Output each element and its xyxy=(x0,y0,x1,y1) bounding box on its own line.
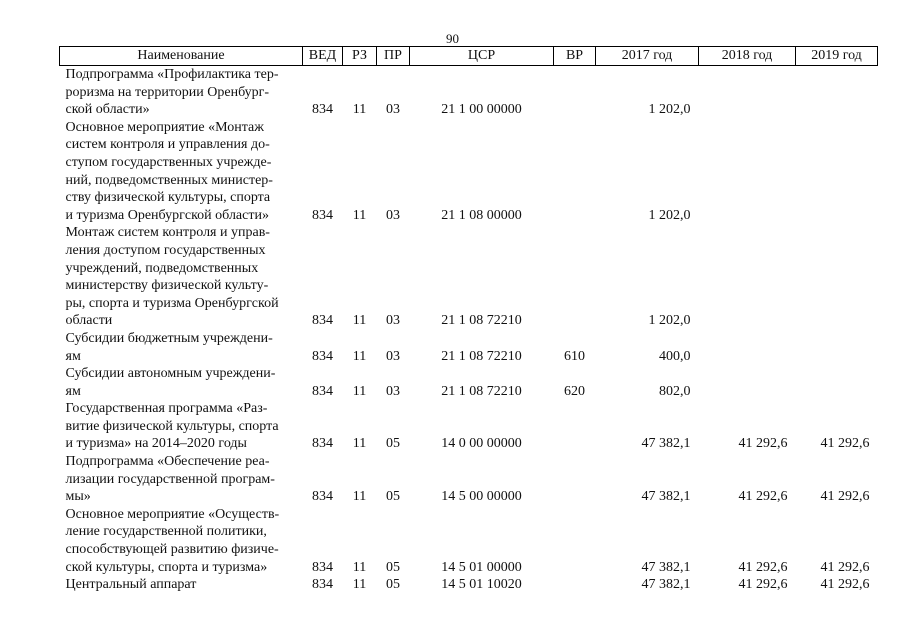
name-line: ской культуры, спорта и туризма» xyxy=(65,559,268,575)
rz-cell: 11 xyxy=(352,559,367,575)
value-2018-cell: 41 292,6 xyxy=(738,559,788,575)
name-line: ступом государственных учрежде- xyxy=(65,154,272,170)
name-line: Субсидии автономным учреждени- xyxy=(65,366,276,382)
name-cell xyxy=(60,365,303,400)
value-2018-cell xyxy=(699,224,796,330)
pr-cell: 05 xyxy=(386,436,400,452)
header-pr: ПР xyxy=(377,47,410,66)
name-line: ству физической культуры, спорта xyxy=(65,190,271,206)
rz-cell: 11 xyxy=(352,207,367,223)
ved-cell: 834 xyxy=(312,102,333,118)
name-line: области xyxy=(65,313,113,329)
csr-cell: 14 5 00 00000 xyxy=(441,489,522,505)
csr-cell: 14 0 00 00000 xyxy=(441,436,522,452)
header-name: Наименование xyxy=(60,47,303,66)
value-2018-cell: 41 292,6 xyxy=(738,436,788,452)
vr-cell xyxy=(554,224,596,330)
value-2017-cell: 47 382,1 xyxy=(641,436,691,452)
name-line: ям xyxy=(65,383,81,399)
name-cell xyxy=(60,224,303,330)
name-cell xyxy=(60,506,303,576)
value-2019-cell xyxy=(796,119,878,225)
header-rz: РЗ xyxy=(343,47,377,66)
table-row xyxy=(60,506,878,576)
value-2019-cell xyxy=(796,330,878,365)
vr-cell xyxy=(554,119,596,225)
vr-cell xyxy=(554,66,596,119)
name-line: Основное мероприятие «Осуществ- xyxy=(65,506,280,522)
value-2018-cell xyxy=(699,119,796,225)
name-cell xyxy=(60,400,303,453)
name-cell xyxy=(60,576,303,594)
pr-cell: 05 xyxy=(386,489,400,505)
name-cell xyxy=(60,66,303,119)
value-2019-cell xyxy=(796,224,878,330)
ved-cell: 834 xyxy=(312,559,333,575)
table-row xyxy=(60,400,878,453)
value-2018-cell xyxy=(699,330,796,365)
csr-cell: 14 5 01 00000 xyxy=(441,559,522,575)
ved-cell: 834 xyxy=(312,383,333,399)
value-2019-cell: 41 292,6 xyxy=(820,489,870,505)
pr-cell: 03 xyxy=(386,102,400,118)
header-2019: 2019 год xyxy=(796,47,878,66)
table-row xyxy=(60,119,878,225)
name-line: лизации государственной програм- xyxy=(65,471,275,487)
header-vr: ВР xyxy=(554,47,596,66)
name-line: ление государственной политики, xyxy=(65,524,267,540)
vr-cell: 620 xyxy=(564,383,585,399)
name-line: ления доступом государственных xyxy=(65,242,266,258)
name-line: министерству физической культу- xyxy=(65,278,269,294)
csr-cell: 21 1 08 72210 xyxy=(441,383,522,399)
name-line: учреждений, подведомственных xyxy=(65,260,259,276)
csr-cell: 21 1 08 72210 xyxy=(441,348,522,364)
budget-table xyxy=(59,46,878,594)
value-2018-cell xyxy=(699,365,796,400)
pr-cell: 05 xyxy=(386,559,400,575)
vr-cell xyxy=(554,453,596,506)
table-row xyxy=(60,453,878,506)
rz-cell: 11 xyxy=(352,348,367,364)
value-2017-cell: 47 382,1 xyxy=(641,489,691,505)
table-row xyxy=(60,224,878,330)
name-line: и туризма» на 2014–2020 годы xyxy=(65,436,247,452)
name-cell xyxy=(60,119,303,225)
ved-cell: 834 xyxy=(312,489,333,505)
vr-cell xyxy=(554,576,596,594)
csr-cell: 21 1 00 00000 xyxy=(441,102,522,118)
value-2017-cell: 1 202,0 xyxy=(648,102,691,118)
pr-cell: 05 xyxy=(386,577,400,593)
name-line: роризма на территории Оренбург- xyxy=(65,84,270,100)
name-cell xyxy=(60,453,303,506)
table-header-row xyxy=(60,47,878,66)
name-line: и туризма Оренбургской области» xyxy=(65,207,269,223)
value-2019-cell xyxy=(796,365,878,400)
value-2017-cell: 47 382,1 xyxy=(641,577,691,593)
table-body xyxy=(60,66,878,594)
name-line: способствующей развитию физиче- xyxy=(65,542,279,558)
name-line: ний, подведомственных министер- xyxy=(65,172,273,188)
name-line: ям xyxy=(65,348,81,364)
value-2018-cell xyxy=(699,66,796,119)
name-line: систем контроля и управления до- xyxy=(65,137,270,153)
pr-cell: 03 xyxy=(386,348,400,364)
name-line: Субсидии бюджетным учреждени- xyxy=(65,330,273,346)
page-number: 90 xyxy=(446,31,459,46)
ved-cell: 834 xyxy=(312,313,333,329)
value-2019-cell: 41 292,6 xyxy=(820,577,870,593)
vr-cell xyxy=(554,400,596,453)
value-2019-cell: 41 292,6 xyxy=(820,436,870,452)
name-line: Центральный аппарат xyxy=(65,577,197,593)
value-2017-cell: 1 202,0 xyxy=(648,207,691,223)
header-csr: ЦСР xyxy=(410,47,554,66)
ved-cell: 834 xyxy=(312,348,333,364)
ved-cell: 834 xyxy=(312,436,333,452)
vr-cell xyxy=(554,506,596,576)
table-row xyxy=(60,330,878,365)
pr-cell: 03 xyxy=(386,313,400,329)
value-2018-cell: 41 292,6 xyxy=(738,489,788,505)
value-2017-cell: 47 382,1 xyxy=(641,559,691,575)
table-row xyxy=(60,576,878,594)
csr-cell: 14 5 01 10020 xyxy=(441,577,522,593)
ved-cell: 834 xyxy=(312,577,333,593)
value-2017-cell: 400,0 xyxy=(659,348,691,364)
value-2017-cell: 802,0 xyxy=(659,383,691,399)
csr-cell: 21 1 08 00000 xyxy=(441,207,522,223)
table-row xyxy=(60,66,878,119)
header-2017: 2017 год xyxy=(596,47,699,66)
table-row xyxy=(60,365,878,400)
name-line: Подпрограмма «Обеспечение реа- xyxy=(65,454,270,470)
name-line: ры, спорта и туризма Оренбургской xyxy=(65,295,279,311)
value-2017-cell: 1 202,0 xyxy=(648,313,691,329)
name-line: ской области» xyxy=(65,102,150,118)
name-line: мы» xyxy=(65,489,91,505)
rz-cell: 11 xyxy=(352,383,367,399)
rz-cell: 11 xyxy=(352,102,367,118)
value-2018-cell: 41 292,6 xyxy=(738,577,788,593)
name-line: Государственная программа «Раз- xyxy=(65,401,268,417)
rz-cell: 11 xyxy=(352,436,367,452)
name-cell xyxy=(60,330,303,365)
header-2018: 2018 год xyxy=(699,47,796,66)
name-line: Подпрограмма «Профилактика тер- xyxy=(65,67,279,82)
rz-cell: 11 xyxy=(352,577,367,593)
rz-cell: 11 xyxy=(352,313,367,329)
name-line: витие физической культуры, спорта xyxy=(65,418,279,434)
rz-cell: 11 xyxy=(352,489,367,505)
value-2019-cell: 41 292,6 xyxy=(820,559,870,575)
csr-cell: 21 1 08 72210 xyxy=(441,313,522,329)
name-line: Монтаж систем контроля и управ- xyxy=(65,225,270,241)
value-2019-cell xyxy=(796,66,878,119)
ved-cell: 834 xyxy=(312,207,333,223)
pr-cell: 03 xyxy=(386,383,400,399)
header-ved: ВЕД xyxy=(303,47,343,66)
name-line: Основное мероприятие «Монтаж xyxy=(65,119,264,135)
vr-cell: 610 xyxy=(564,348,585,364)
pr-cell: 03 xyxy=(386,207,400,223)
